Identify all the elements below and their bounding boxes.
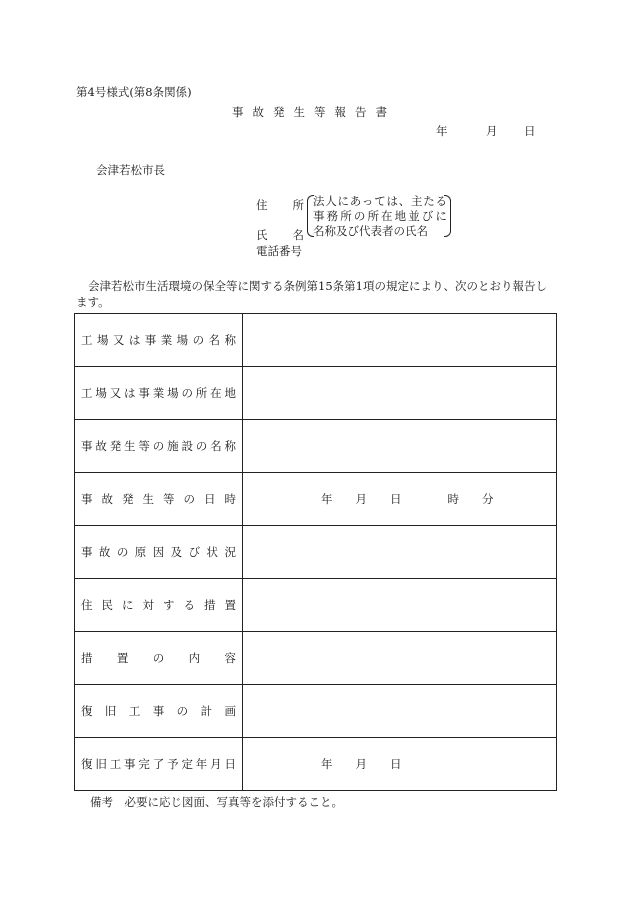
corporate-note-bracket — [307, 193, 451, 238]
row-value-cell[interactable] — [243, 579, 557, 632]
date-day-label: 日 — [524, 124, 536, 138]
table-row — [75, 632, 557, 685]
table-row — [75, 685, 557, 738]
address-label: 住 所 — [256, 198, 304, 212]
row-value-cell[interactable] — [243, 314, 557, 367]
row-label-cell: 住民に対する措置 — [75, 579, 243, 632]
row-value-cell[interactable] — [243, 367, 557, 420]
row-value-cell[interactable] — [243, 738, 557, 791]
row-label-cell: 工場又は事業場の名称 — [75, 314, 243, 367]
row-label-cell: 事故発生等の日時 — [75, 473, 243, 526]
row-label-cell: 措置の内容 — [75, 632, 243, 685]
intro-paragraph: 会津若松市生活環境の保全等に関する条例第15条第1項の規定により、次のとおり報告します。 — [76, 279, 547, 309]
right-bracket — [444, 195, 451, 237]
row-label-cell: 工場又は事業場の所在地 — [75, 367, 243, 420]
row-value-cell[interactable] — [243, 632, 557, 685]
date-year-label: 年 — [436, 124, 448, 138]
addressee: 会津若松市長 — [96, 163, 165, 177]
bracket-line-3: 名称及び代表者の氏名 — [313, 224, 428, 238]
form-number: 第4号様式(第8条関係) — [76, 85, 192, 99]
remarks: 備考 必要に応じ図面、写真等を添付すること。 — [90, 795, 343, 809]
row-label-cell: 復旧工事完了予定年月日 — [75, 738, 243, 791]
datetime-template: 年 月 日 時 分 — [321, 492, 494, 506]
table-row — [75, 579, 557, 632]
document-title: 事故発生等報告書 — [232, 105, 396, 119]
row-label-cell: 事故発生等の施設の名称 — [75, 420, 243, 473]
row-value-cell[interactable] — [243, 685, 557, 738]
completion-date-template: 年 月 日 — [321, 757, 402, 771]
table-row — [75, 314, 557, 367]
bracket-line-2: 事務所の所在地並びに — [313, 209, 447, 223]
table-row — [75, 367, 557, 420]
table-row — [75, 526, 557, 579]
row-value-cell[interactable] — [243, 420, 557, 473]
row-label-cell: 復旧工事の計画 — [75, 685, 243, 738]
table-row — [75, 420, 557, 473]
name-label: 氏 名 — [256, 228, 304, 242]
bracket-line-1: 法人にあっては、主たる — [313, 194, 447, 208]
row-value-cell[interactable] — [243, 473, 557, 526]
row-label-cell: 事故の原因及び状況 — [75, 526, 243, 579]
date-line — [436, 123, 536, 139]
row-value-cell[interactable] — [243, 526, 557, 579]
table-row — [75, 738, 557, 791]
tel-label: 電話番号 — [256, 244, 302, 258]
table-row — [75, 473, 557, 526]
date-month-label: 月 — [486, 124, 498, 138]
report-table — [74, 313, 557, 791]
